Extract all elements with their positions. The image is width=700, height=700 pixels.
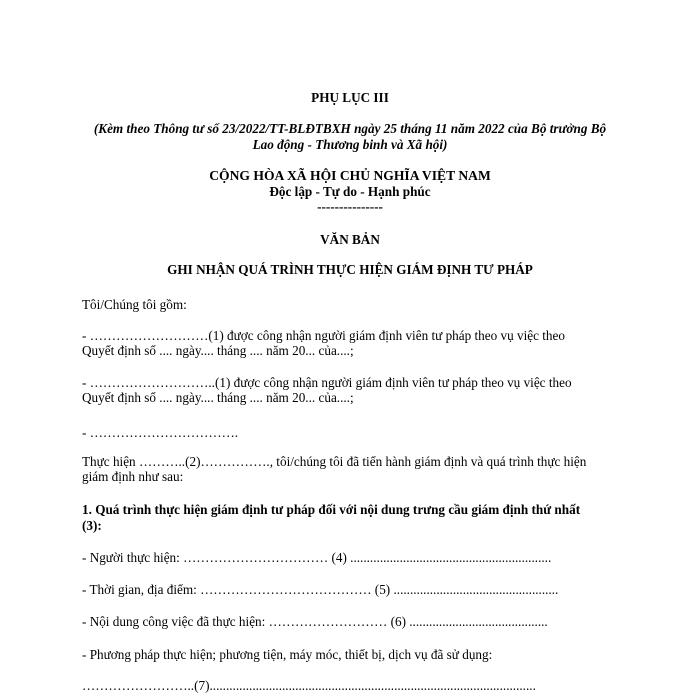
section1-heading-line2: (3): bbox=[82, 518, 102, 533]
appendix-subtitle-line2: Lao động - Thương binh và Xã hội) bbox=[252, 137, 448, 152]
time-place-line: - Thời gian, địa điểm: ………………………………… (5) .................................................. bbox=[82, 582, 559, 597]
person2-line1: - ………………………..(1) được công nhận người giám định viên tư pháp theo vụ việc theo bbox=[82, 375, 572, 390]
person3-line: - ……………………………. bbox=[82, 425, 239, 440]
country-name: CỘNG HÒA XÃ HỘI CHỦ NGHĨA VIỆT NAM bbox=[209, 168, 491, 183]
perform-line1: Thực hiện ………..(2)……………., tôi/chúng tôi đã tiến hành giám định và quá trình thực hiện bbox=[82, 454, 587, 469]
appendix-subtitle-line1: (Kèm theo Thông tư số 23/2022/TT-BLĐTBXH ngày 25 tháng 11 năm 2022 của Bộ trưởng Bộ bbox=[93, 121, 607, 136]
section1-heading-line1: 1. Quá trình thực hiện giám định tư pháp đối với nội dung trưng cầu giám định thứ nhất bbox=[82, 502, 581, 517]
methods-line: - Phương pháp thực hiện; phương tiện, máy móc, thiết bị, dịch vụ đã sử dụng: bbox=[82, 647, 493, 662]
work-done-line: - Nội dung công việc đã thực hiện: ……………………… (6) .......................................... bbox=[82, 614, 548, 629]
perform-line2: giám định như sau: bbox=[82, 469, 184, 484]
header-separator: --------------- bbox=[317, 199, 383, 214]
person2-line2: Quyết định số .... ngày.... tháng .... năm 20... của....; bbox=[82, 390, 354, 405]
executor-line: - Người thực hiện: …………………………… (4) ............................................................. bbox=[82, 550, 552, 565]
person1-line2: Quyết định số .... ngày.... tháng .... năm 20... của....; bbox=[82, 343, 354, 358]
national-motto: Độc lập - Tự do - Hạnh phúc bbox=[269, 184, 431, 199]
person1-line1: - ………………………(1) được công nhận người giám định viên tư pháp theo vụ việc theo bbox=[82, 328, 565, 343]
appendix-title: PHỤ LỤC III bbox=[311, 90, 389, 105]
methods-fill-line: ……………………..(7)................................................................................................... bbox=[82, 678, 536, 693]
document-title: GHI NHẬN QUÁ TRÌNH THỰC HIỆN GIÁM ĐỊNH TƯ PHÁP bbox=[167, 262, 533, 277]
document-type: VĂN BẢN bbox=[320, 232, 380, 247]
intro-text: Tôi/Chúng tôi gồm: bbox=[82, 297, 187, 312]
